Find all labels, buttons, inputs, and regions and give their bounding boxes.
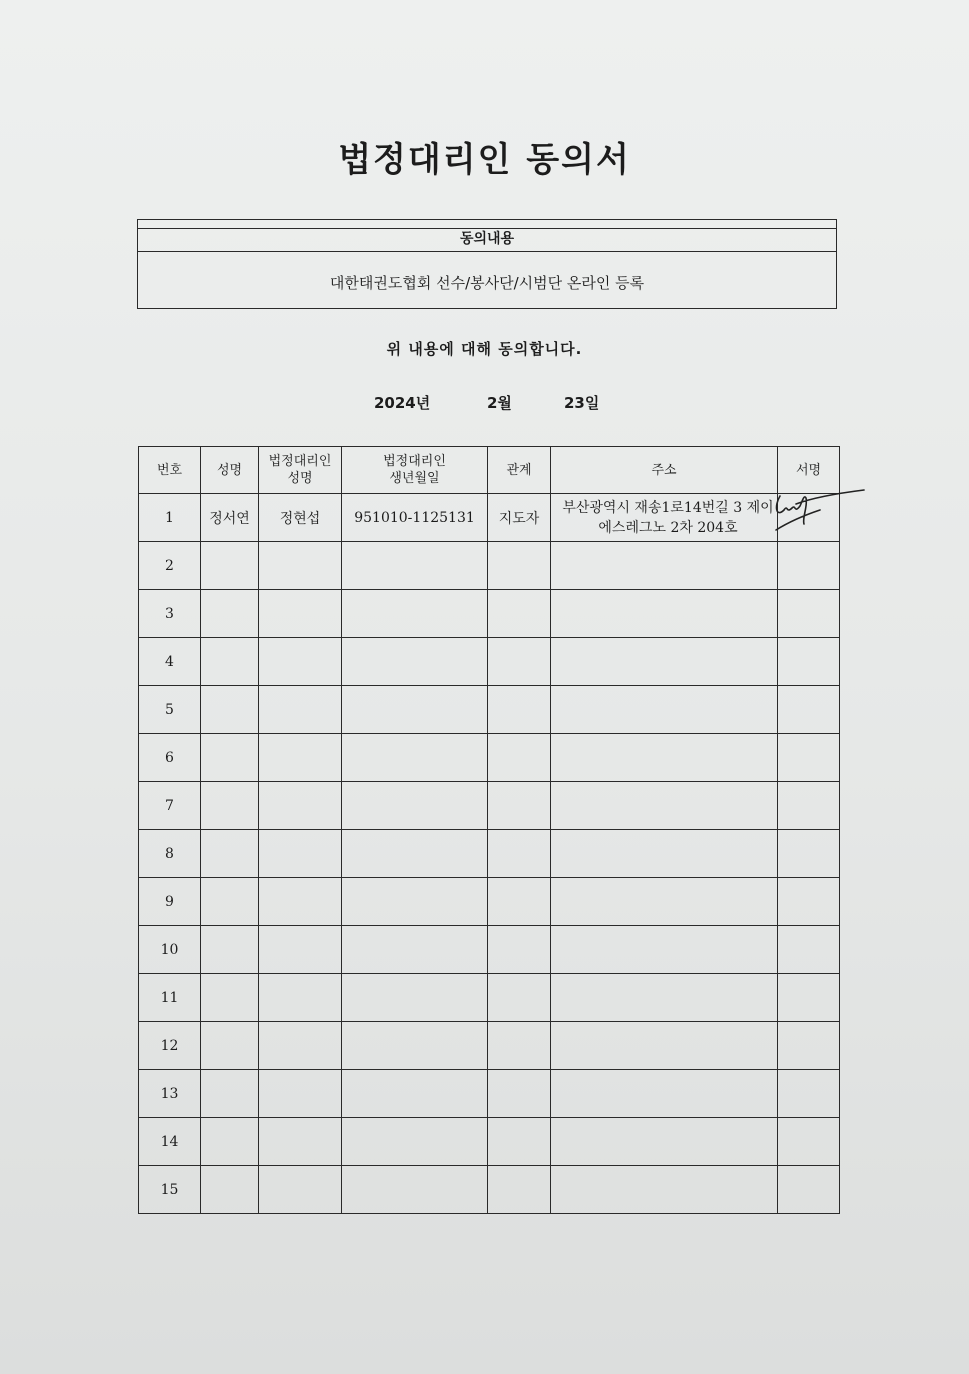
date-year: 2024년 [374, 394, 431, 412]
table-row [139, 590, 840, 638]
cell-name [201, 734, 259, 782]
cell-guardian-name [259, 542, 342, 590]
table-row [139, 926, 840, 974]
cell-guardian-birth [342, 974, 488, 1022]
cell-signature [778, 542, 840, 590]
cell-no: 7 [139, 782, 201, 830]
cell-guardian-name [259, 974, 342, 1022]
cell-no: 6 [139, 734, 201, 782]
cell-address [551, 974, 778, 1022]
cell-address [551, 686, 778, 734]
header-name: 성명 [201, 447, 259, 494]
cell-guardian-name [259, 782, 342, 830]
cell-signature [778, 926, 840, 974]
cell-name [201, 1022, 259, 1070]
cell-address [551, 1166, 778, 1214]
cell-no: 4 [139, 638, 201, 686]
cell-name [201, 590, 259, 638]
cell-address [551, 830, 778, 878]
table-row [139, 686, 840, 734]
cell-guardian-birth: 951010-1125131 [342, 494, 488, 542]
cell-signature [778, 878, 840, 926]
cell-relation [488, 686, 551, 734]
cell-address [551, 926, 778, 974]
cell-signature [778, 734, 840, 782]
cell-guardian-birth [342, 542, 488, 590]
cell-address [551, 782, 778, 830]
cell-relation [488, 1166, 551, 1214]
date-day: 23일 [564, 394, 600, 412]
cell-no: 11 [139, 974, 201, 1022]
cell-no: 2 [139, 542, 201, 590]
cell-guardian-birth [342, 734, 488, 782]
cell-relation [488, 542, 551, 590]
cell-name [201, 1118, 259, 1166]
cell-guardian-name [259, 830, 342, 878]
cell-relation [488, 1118, 551, 1166]
cell-no: 8 [139, 830, 201, 878]
consent-box [137, 219, 837, 309]
consent-content: 대한태권도협회 선수/봉사단/시범단 온라인 등록 [329, 274, 645, 292]
table-row [139, 782, 840, 830]
cell-address [551, 1070, 778, 1118]
cell-name [201, 686, 259, 734]
cell-guardian-birth [342, 1022, 488, 1070]
header-signature: 서명 [778, 447, 840, 494]
cell-signature [778, 1070, 840, 1118]
cell-signature [778, 1022, 840, 1070]
table-row [139, 878, 840, 926]
cell-no: 10 [139, 926, 201, 974]
cell-signature [778, 830, 840, 878]
table-row [139, 974, 840, 1022]
cell-guardian-name [259, 590, 342, 638]
cell-relation [488, 878, 551, 926]
cell-guardian-birth [342, 1118, 488, 1166]
cell-guardian-name [259, 1022, 342, 1070]
cell-relation [488, 638, 551, 686]
cell-no: 14 [139, 1118, 201, 1166]
cell-name [201, 542, 259, 590]
document-title: 법정대리인 동의서 [338, 140, 631, 180]
cell-relation [488, 1070, 551, 1118]
handwritten-signature [772, 484, 868, 534]
cell-signature [778, 638, 840, 686]
header-relation: 관계 [488, 447, 551, 494]
cell-guardian-birth [342, 590, 488, 638]
cell-guardian-name [259, 638, 342, 686]
cell-relation: 지도자 [488, 494, 551, 542]
cell-relation [488, 782, 551, 830]
cell-no: 13 [139, 1070, 201, 1118]
cell-guardian-birth [342, 638, 488, 686]
cell-name [201, 782, 259, 830]
cell-signature [778, 974, 840, 1022]
cell-name: 정서연 [201, 494, 259, 542]
cell-relation [488, 974, 551, 1022]
cell-guardian-birth [342, 830, 488, 878]
cell-relation [488, 1022, 551, 1070]
header-guardian-name: 법정대리인 성명 [259, 447, 342, 494]
cell-signature [778, 1166, 840, 1214]
table-row [139, 638, 840, 686]
agreement-text: 위 내용에 대해 동의합니다. [386, 340, 583, 358]
header-address: 주소 [551, 447, 778, 494]
table-row [139, 1022, 840, 1070]
cell-no: 12 [139, 1022, 201, 1070]
cell-guardian-name [259, 686, 342, 734]
cell-address [551, 638, 778, 686]
cell-relation [488, 830, 551, 878]
table-row [139, 734, 840, 782]
cell-address: 부산광역시 재송1로14번길 3 제이에스레그노 2차 204호 [551, 494, 778, 542]
cell-guardian-birth [342, 1070, 488, 1118]
cell-relation [488, 590, 551, 638]
cell-no: 3 [139, 590, 201, 638]
cell-name [201, 1070, 259, 1118]
table-row [139, 830, 840, 878]
cell-signature [778, 590, 840, 638]
cell-address [551, 734, 778, 782]
cell-address [551, 1118, 778, 1166]
cell-guardian-name [259, 878, 342, 926]
cell-no: 5 [139, 686, 201, 734]
cell-name [201, 1166, 259, 1214]
cell-address [551, 1022, 778, 1070]
cell-address [551, 878, 778, 926]
cell-name [201, 926, 259, 974]
date-month: 2월 [487, 394, 512, 412]
cell-guardian-name [259, 926, 342, 974]
cell-guardian-birth [342, 926, 488, 974]
header-guardian-birth: 법정대리인 생년월일 [342, 447, 488, 494]
table-row [139, 494, 840, 542]
cell-relation [488, 926, 551, 974]
table-row [139, 1166, 840, 1214]
guardian-table [138, 446, 840, 1214]
cell-name [201, 638, 259, 686]
cell-no: 9 [139, 878, 201, 926]
cell-guardian-birth [342, 782, 488, 830]
table-row [139, 542, 840, 590]
cell-no: 15 [139, 1166, 201, 1214]
cell-guardian-name [259, 734, 342, 782]
cell-name [201, 830, 259, 878]
cell-no: 1 [139, 494, 201, 542]
cell-guardian-name [259, 1118, 342, 1166]
cell-guardian-name [259, 1166, 342, 1214]
cell-guardian-name [259, 1070, 342, 1118]
consent-header: 동의내용 [138, 228, 836, 252]
cell-name [201, 974, 259, 1022]
table-header-row [139, 447, 840, 494]
table-row [139, 1118, 840, 1166]
cell-address [551, 590, 778, 638]
cell-guardian-name: 정현섭 [259, 494, 342, 542]
cell-guardian-birth [342, 1166, 488, 1214]
cell-guardian-birth [342, 686, 488, 734]
cell-signature [778, 686, 840, 734]
table-row [139, 1070, 840, 1118]
cell-guardian-birth [342, 878, 488, 926]
cell-signature [778, 1118, 840, 1166]
cell-relation [488, 734, 551, 782]
cell-signature [778, 782, 840, 830]
header-no: 번호 [139, 447, 201, 494]
cell-address [551, 542, 778, 590]
cell-name [201, 878, 259, 926]
